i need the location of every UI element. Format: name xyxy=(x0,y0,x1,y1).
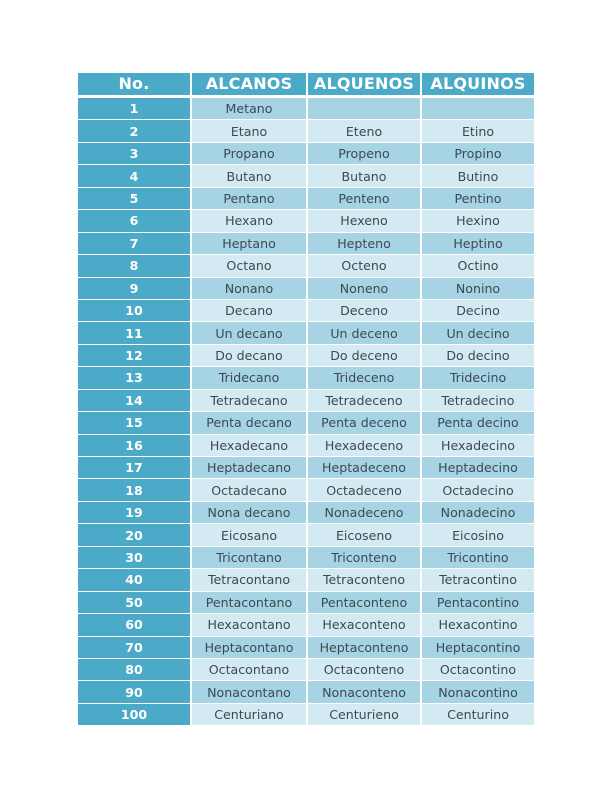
table-row xyxy=(78,210,534,231)
table-row xyxy=(78,592,534,613)
alcano-cell: Etano xyxy=(192,120,306,141)
alqueno-cell: Penteno xyxy=(308,188,420,209)
alqueno-cell: Un deceno xyxy=(308,322,420,343)
alqueno-cell: Hexaconteno xyxy=(308,614,420,635)
table-row xyxy=(78,524,534,545)
alqueno-cell: Hepteno xyxy=(308,233,420,254)
alcano-cell: Un decano xyxy=(192,322,306,343)
alcano-cell: Propano xyxy=(192,143,306,164)
table-row xyxy=(78,300,534,321)
alqueno-cell xyxy=(308,98,420,119)
alcano-cell: Butano xyxy=(192,165,306,186)
row-number: 50 xyxy=(78,592,190,613)
alcano-cell: Penta decano xyxy=(192,412,306,433)
alcano-cell: Octano xyxy=(192,255,306,276)
alqueno-cell: Hexadeceno xyxy=(308,435,420,456)
table-row xyxy=(78,120,534,141)
row-number: 20 xyxy=(78,524,190,545)
alquino-cell: Decino xyxy=(422,300,534,321)
alqueno-cell: Nonaconteno xyxy=(308,681,420,702)
table-row xyxy=(78,98,534,119)
alcano-cell: Heptadecano xyxy=(192,457,306,478)
table-row xyxy=(78,479,534,500)
alqueno-cell: Noneno xyxy=(308,278,420,299)
alquino-cell: Nonacontino xyxy=(422,681,534,702)
alquino-cell: Nonino xyxy=(422,278,534,299)
row-number: 10 xyxy=(78,300,190,321)
alcano-cell: Tridecano xyxy=(192,367,306,388)
alcano-cell: Tricontano xyxy=(192,547,306,568)
row-number: 4 xyxy=(78,165,190,186)
table-row xyxy=(78,704,534,725)
row-number: 90 xyxy=(78,681,190,702)
alcano-cell: Hexacontano xyxy=(192,614,306,635)
table-row xyxy=(78,614,534,635)
row-number: 17 xyxy=(78,457,190,478)
table xyxy=(76,72,536,726)
alqueno-cell: Octaconteno xyxy=(308,659,420,680)
alcano-cell: Pentano xyxy=(192,188,306,209)
alquino-cell: Hexadecino xyxy=(422,435,534,456)
alqueno-cell: Propeno xyxy=(308,143,420,164)
alcano-cell: Hexano xyxy=(192,210,306,231)
alquino-cell: Heptacontino xyxy=(422,637,534,658)
alcano-cell: Do decano xyxy=(192,345,306,366)
alquino-cell: Eicosino xyxy=(422,524,534,545)
alquino-cell: Pentino xyxy=(422,188,534,209)
row-number: 7 xyxy=(78,233,190,254)
alcano-cell: Nonacontano xyxy=(192,681,306,702)
alquino-cell: Tetracontino xyxy=(422,569,534,590)
alqueno-cell: Triconteno xyxy=(308,547,420,568)
table-row xyxy=(78,188,534,209)
header-row xyxy=(78,73,534,97)
table-header xyxy=(78,73,534,97)
table-row xyxy=(78,322,534,343)
header-alquinos: ALQUINOS xyxy=(422,73,534,97)
row-number: 8 xyxy=(78,255,190,276)
table-row xyxy=(78,637,534,658)
table-row xyxy=(78,278,534,299)
row-number: 2 xyxy=(78,120,190,141)
alquino-cell: Tridecino xyxy=(422,367,534,388)
table-row xyxy=(78,547,534,568)
hydrocarbon-nomenclature-table xyxy=(78,73,534,725)
alqueno-cell: Octadeceno xyxy=(308,479,420,500)
alquino-cell: Nonadecino xyxy=(422,502,534,523)
table-row xyxy=(78,457,534,478)
table-row xyxy=(78,569,534,590)
header-alcanos: ALCANOS xyxy=(192,73,306,97)
alquino-cell: Butino xyxy=(422,165,534,186)
row-number: 40 xyxy=(78,569,190,590)
alcano-cell: Heptacontano xyxy=(192,637,306,658)
alcano-cell: Tetracontano xyxy=(192,569,306,590)
alquino-cell: Heptino xyxy=(422,233,534,254)
table-row xyxy=(78,255,534,276)
alquino-cell: Do decino xyxy=(422,345,534,366)
alquino-cell: Propino xyxy=(422,143,534,164)
table-row xyxy=(78,681,534,702)
row-number: 9 xyxy=(78,278,190,299)
header-no: No. xyxy=(78,73,190,97)
alqueno-cell: Penta deceno xyxy=(308,412,420,433)
table-row xyxy=(78,390,534,411)
alqueno-cell: Tetraconteno xyxy=(308,569,420,590)
table-row xyxy=(78,367,534,388)
row-number: 12 xyxy=(78,345,190,366)
alquino-cell: Octacontino xyxy=(422,659,534,680)
alqueno-cell: Eicoseno xyxy=(308,524,420,545)
alqueno-cell: Octeno xyxy=(308,255,420,276)
alquino-cell: Hexino xyxy=(422,210,534,231)
alqueno-cell: Nonadeceno xyxy=(308,502,420,523)
alcano-cell: Tetradecano xyxy=(192,390,306,411)
alquino-cell: Tricontino xyxy=(422,547,534,568)
alqueno-cell: Heptadeceno xyxy=(308,457,420,478)
alcano-cell: Eicosano xyxy=(192,524,306,545)
alcano-cell: Octadecano xyxy=(192,479,306,500)
alqueno-cell: Hexeno xyxy=(308,210,420,231)
alquino-cell: Etino xyxy=(422,120,534,141)
row-number: 13 xyxy=(78,367,190,388)
alquino-cell: Octadecino xyxy=(422,479,534,500)
alcano-cell: Pentacontano xyxy=(192,592,306,613)
row-number: 70 xyxy=(78,637,190,658)
alqueno-cell: Butano xyxy=(308,165,420,186)
row-number: 18 xyxy=(78,479,190,500)
row-number: 100 xyxy=(78,704,190,725)
alquino-cell: Pentacontino xyxy=(422,592,534,613)
alquino-cell: Heptadecino xyxy=(422,457,534,478)
alqueno-cell: Eteno xyxy=(308,120,420,141)
row-number: 11 xyxy=(78,322,190,343)
table-row xyxy=(78,233,534,254)
alcano-cell: Nona decano xyxy=(192,502,306,523)
table-row xyxy=(78,143,534,164)
alquino-cell: Un decino xyxy=(422,322,534,343)
row-number: 5 xyxy=(78,188,190,209)
row-number: 14 xyxy=(78,390,190,411)
table-row xyxy=(78,502,534,523)
alqueno-cell: Deceno xyxy=(308,300,420,321)
table-row xyxy=(78,435,534,456)
table-row xyxy=(78,412,534,433)
alquino-cell: Tetradecino xyxy=(422,390,534,411)
alcano-cell: Heptano xyxy=(192,233,306,254)
alqueno-cell: Pentaconteno xyxy=(308,592,420,613)
alqueno-cell: Heptaconteno xyxy=(308,637,420,658)
alcano-cell: Centuriano xyxy=(192,704,306,725)
row-number: 16 xyxy=(78,435,190,456)
alquino-cell: Penta decino xyxy=(422,412,534,433)
alqueno-cell: Trideceno xyxy=(308,367,420,388)
alquino-cell: Hexacontino xyxy=(422,614,534,635)
alqueno-cell: Tetradeceno xyxy=(308,390,420,411)
alcano-cell: Octacontano xyxy=(192,659,306,680)
alqueno-cell: Centurieno xyxy=(308,704,420,725)
row-number: 3 xyxy=(78,143,190,164)
table-row xyxy=(78,165,534,186)
table-row xyxy=(78,659,534,680)
row-number: 1 xyxy=(78,98,190,119)
row-number: 19 xyxy=(78,502,190,523)
row-number: 80 xyxy=(78,659,190,680)
alquino-cell xyxy=(422,98,534,119)
header-alquenos: ALQUENOS xyxy=(308,73,420,97)
table-row xyxy=(78,345,534,366)
alquino-cell: Centurino xyxy=(422,704,534,725)
alcano-cell: Hexadecano xyxy=(192,435,306,456)
row-number: 6 xyxy=(78,210,190,231)
alquino-cell: Octino xyxy=(422,255,534,276)
table-body xyxy=(78,98,534,725)
row-number: 60 xyxy=(78,614,190,635)
alcano-cell: Decano xyxy=(192,300,306,321)
alcano-cell: Nonano xyxy=(192,278,306,299)
row-number: 15 xyxy=(78,412,190,433)
row-number: 30 xyxy=(78,547,190,568)
alcano-cell: Metano xyxy=(192,98,306,119)
alqueno-cell: Do deceno xyxy=(308,345,420,366)
